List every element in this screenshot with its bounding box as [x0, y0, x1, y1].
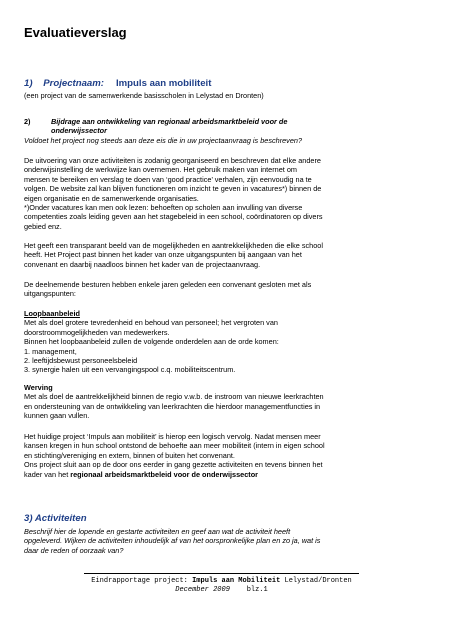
footer-prefix: Eindrapportage project:: [91, 577, 193, 585]
paragraph-line: *)Onder vacatures kan men ook lezen: behoeften op scholen aan invulling van diverse: [24, 203, 303, 213]
page-title: Evaluatieverslag: [24, 25, 127, 40]
section2-heading-line1: Bijdrage aan ontwikkeling van regionaal arbeidsmarktbeleid voor de: [51, 117, 288, 126]
paragraph-line: doorstroommogelijkheden van medewerkers.: [24, 327, 170, 337]
section3-question: [24, 527, 320, 555]
paragraph-line: convenant en daarbij naadloos binnen het kader van de projectaanvraag.: [24, 259, 261, 269]
paragraph-line: kunnen gaan vullen.: [24, 411, 90, 421]
footer-date: December 2009: [175, 586, 230, 594]
paragraph-line: mensen te bereiken en verslag te doen van ‘good practice’ verhalen, zijn eenvoudig na te: [24, 174, 312, 184]
paragraph-line: Binnen het loopbaanbeleid zullen de volgende onderdelen aan de orde komen:: [24, 337, 279, 347]
paragraph-line: eigen organisatie en de samenwerkende organisaties.: [24, 193, 199, 203]
paragraph-text: kader van het: [24, 469, 71, 479]
paragraph-line: volgen. De website zal kan blijven functioneren om inzicht te geven in vacatures*) binnen de: [24, 184, 322, 194]
section1-heading: [24, 78, 211, 89]
paragraph-2: [24, 241, 436, 269]
paragraph-line: De uitvoering van onze activiteiten is zodanig georganiseerd en beschreven dat elke andere: [24, 156, 321, 165]
paragraph-line: [24, 470, 436, 479]
paragraph-3: [24, 280, 436, 299]
loopbaan-section: [24, 309, 436, 375]
project-name: Impuls aan mobiliteit: [115, 78, 212, 89]
footer-line1: [84, 577, 359, 586]
section1-subtitle: (een project van de samenwerkende basisscholen in Lelystad en Dronten): [24, 91, 264, 100]
question-line: opgeleverd. Wijken de activiteiten inhoudelijk af van het oorspronkelijke plan en zo ja, wat is: [24, 536, 321, 546]
section1-label: Projectnaam:: [43, 78, 104, 89]
footer-page-number: blz.1: [246, 586, 268, 594]
footer-location: Lelystad/Dronten: [280, 577, 352, 585]
paragraph-line: onderwijsinstelling de werkwijze kan overnemen. Het gebruik maken van internet om: [24, 165, 297, 175]
paragraph-line: Het geeft een transparant beeld van de mogelijkheden en aantrekkelijkheden die elke school: [24, 241, 323, 250]
paragraph-line: De deelnemende besturen hebben enkele jaren geleden een convenant gesloten met als: [24, 280, 312, 289]
paragraph-6: [24, 432, 436, 479]
paragraph-line: Het huidige project ‘Impuls aan mobiliteit’ is hierop een logisch vervolg. Nadat mensen meer: [24, 432, 321, 441]
paragraph-1: [24, 156, 436, 231]
section2-heading: [24, 117, 287, 136]
paragraph-line: en stichting/vereniging en extern, binnen of buiten het convenant.: [24, 450, 235, 460]
section2-question: Voldoet het project nog steeds aan deze eis die in uw projectaanvraag is beschreven?: [24, 136, 303, 145]
paragraph-line: gebied enz.: [24, 221, 62, 231]
list-item: 1. management,: [24, 346, 77, 356]
list-item: 3. synergie halen uit een vervangingspool c.q. mobiliteitscentrum.: [24, 365, 236, 375]
section2-heading-line2: onderwijssector: [51, 126, 107, 136]
paragraph-line: Met als doel de aantrekkelijkheid binnen de regio v.w.b. de instroom van nieuwe leerkrachten: [24, 392, 324, 402]
loopbaan-heading: Loopbaanbeleid: [24, 309, 80, 318]
paragraph-line: kansen kregen in hun school ontstond de behoefte aan meer mobiliteit (intern in eigen school: [24, 441, 325, 451]
werving-heading: Werving: [24, 383, 53, 392]
paragraph-line: Met als doel grotere tevredenheid en behoud van personeel; het vergroten van: [24, 318, 278, 328]
paragraph-line: en ondersteuning van de ontwikkeling van leerkrachten die hierdoor managementfuncties in: [24, 401, 321, 411]
section2-number: 2): [24, 117, 31, 126]
section1-number: 1): [24, 78, 33, 89]
paragraph-line: heeft. Het Project past binnen het kader van onze uitgangspunten bij aangaan van het: [24, 250, 302, 260]
footer-project: Impuls aan Mobiliteit: [192, 577, 281, 585]
paragraph-line: uitgangspunten:: [24, 289, 76, 299]
question-line: daar de reden of oorzaak van?: [24, 545, 124, 555]
emphasis-text: regionaal arbeidsmarktbeleid voor de onderwijssector: [70, 469, 259, 479]
werving-section: [24, 383, 436, 421]
list-item: 2. leeftijdsbewust personeelsbeleid: [24, 356, 138, 366]
footer-line2: [84, 586, 359, 595]
page-footer: [84, 573, 359, 595]
section3-heading: 3) Activiteiten: [24, 513, 87, 524]
paragraph-line: competenties zoals leiding geven aan het stagebeleid in een school, coördinatoren op divers: [24, 212, 323, 222]
question-line: Beschrijf hier de lopende en gestarte activiteiten en geef aan wat de activiteit heeft: [24, 527, 291, 536]
paragraph-line: Ons project sluit aan op de door ons eerder in gang gezette activiteiten en tevens binnen het: [24, 460, 323, 470]
